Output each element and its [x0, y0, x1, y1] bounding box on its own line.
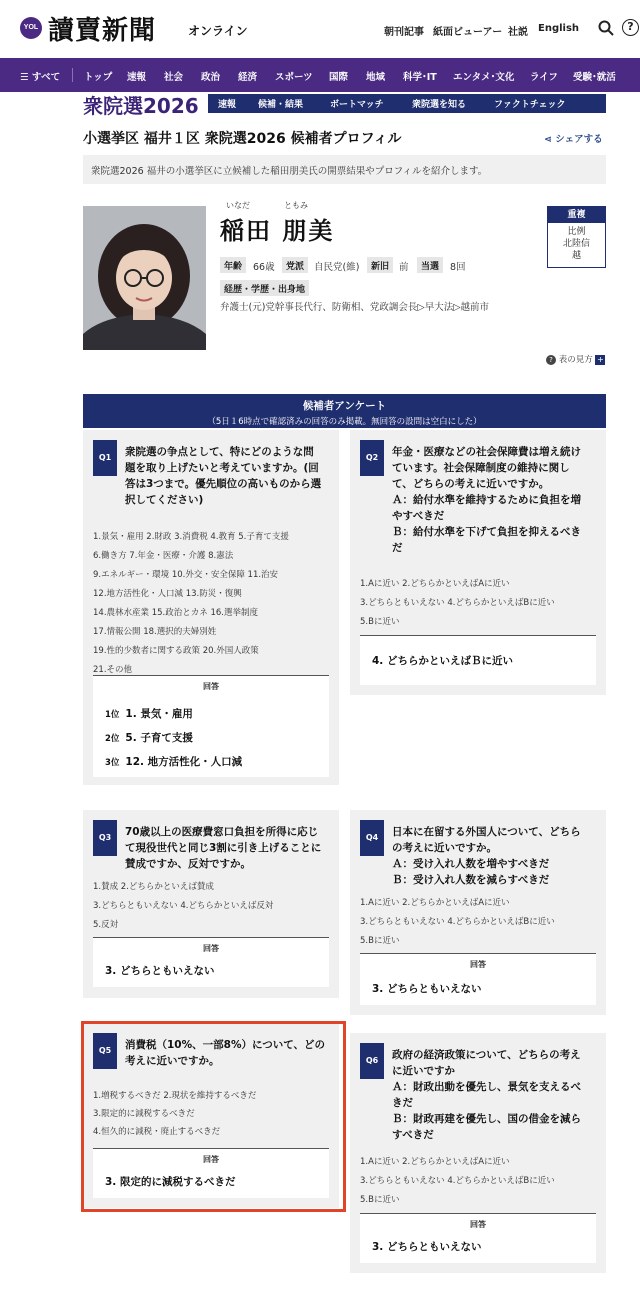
nav-item-world[interactable]: 国際 [329, 72, 349, 83]
page-title: 小選挙区 福井１区 衆院選2026 候補者プロフィル [83, 131, 402, 147]
party-label: 党派 [282, 257, 308, 273]
help-icon[interactable]: ? [622, 19, 639, 36]
answer-box [93, 937, 329, 987]
question-text: 70歳以上の医療費窓口負担を所得に応じ て現役世代と同じ3割に引き上げることに 賛成ですか、反対ですか。 [125, 826, 322, 870]
question-number: Q4 [360, 820, 384, 856]
answer-value: 4. どちらかといえばＢに近い [372, 655, 513, 667]
nav-item-science[interactable]: 科学･IT [403, 72, 437, 83]
question-options: 1.増税するべきだ 2.現状を維持するべきだ 3.限定的に減税するべきだ 4.恒久的に減税・廃止するべきだ [93, 1091, 257, 1137]
career-label: 経歴・学歴・出身地 [220, 280, 309, 296]
question-number: Q3 [93, 820, 117, 856]
question-card-q4 [350, 810, 606, 1015]
share-button[interactable] [544, 131, 603, 145]
nav-item-culture[interactable]: エンタメ･文化 [453, 72, 515, 83]
howto-link[interactable] [546, 353, 605, 365]
highlight-frame [81, 1021, 346, 1212]
election-link-results[interactable]: 候補・結果 [258, 100, 304, 110]
header-link-editorial[interactable]: 社説 [508, 27, 528, 38]
question-number: Q5 [93, 1033, 117, 1069]
question-card-q6 [350, 1033, 606, 1273]
question-text: 消費税（10%、一部8%）について、どの 考えに近いですか。 [125, 1039, 326, 1067]
logo-online[interactable]: オンライン [188, 24, 248, 38]
age-label: 年齢 [220, 257, 246, 273]
answer-value: 3. どちらともいえない [372, 1241, 482, 1253]
answer-label: 回答 [470, 1220, 486, 1229]
answer-box [360, 1213, 596, 1263]
duplicate-line: 北陸信 [562, 239, 590, 249]
main-nav [0, 58, 640, 92]
newold-value: 前 [399, 262, 409, 273]
question-options: 1.Aに近い 2.どちらかといえばAに近い 3.どちらともいえない 4.どちらかといえばBに近い 5.Bに近い [360, 898, 555, 946]
answer-value: 3. どちらともいえない [372, 983, 482, 995]
nav-item-all[interactable]: ☰ すべて [20, 72, 61, 83]
age-value: 66歳 [253, 262, 275, 273]
nav-item-sports[interactable]: スポーツ [275, 72, 313, 83]
answer-label: 回答 [203, 682, 219, 691]
header-link-english[interactable]: English [538, 23, 580, 34]
howto-label: 表の見方 [558, 355, 593, 365]
nav-item-exam[interactable]: 受験･就活 [573, 72, 616, 83]
duplicate-label: 重複 [548, 207, 605, 223]
election-logo[interactable]: 衆院選2026 [83, 94, 199, 118]
newold-label: 新旧 [367, 257, 393, 273]
candidate-ruby-sei: いなだ [226, 201, 250, 210]
nav-item-life[interactable]: ライフ [530, 72, 558, 83]
question-options: 1.Aに近い 2.どちらかといえばAに近い 3.どちらともいえない 4.どちらかといえばBに近い 5.Bに近い [360, 1157, 555, 1205]
help-circle-icon: ? [546, 355, 556, 365]
nav-item-economy[interactable]: 経済 [238, 72, 258, 83]
candidate-ruby-mei: ともみ [284, 201, 308, 210]
question-card-q3 [83, 810, 339, 998]
answer-box [93, 675, 329, 777]
site-header [0, 0, 640, 58]
header-link-viewer[interactable]: 紙面ビューアー [433, 27, 503, 38]
question-options: 1.賛成 2.どちらかといえば賛成 3.どちらともいえない 4.どちらかといえば反対 5.反対 [93, 882, 274, 930]
election-subnav [208, 94, 606, 113]
answer-value: 2位 5. 子育て支援 [105, 732, 193, 744]
answer-value: 1位 1. 景気・雇用 [105, 708, 193, 720]
question-number: Q2 [360, 440, 384, 476]
nav-item-society[interactable]: 社会 [164, 72, 184, 83]
answer-label: 回答 [470, 960, 486, 969]
question-number: Q6 [360, 1043, 384, 1079]
elected-label: 当選 [417, 257, 443, 273]
answer-box [360, 635, 596, 685]
question-number: Q1 [93, 440, 117, 476]
answer-value: 3. どちらともいえない [105, 965, 215, 977]
question-text: 政府の経済政策について、どちらの考え に近いですか Ａ：財政出動を優先し、景気を支えるべ きだ Ｂ：財政再建を優先し、国の借金を減ら すべきだ [392, 1049, 581, 1141]
nav-item-politics[interactable]: 政治 [201, 72, 221, 83]
logo-mark[interactable]: YOL [20, 17, 42, 39]
search-icon[interactable] [598, 20, 614, 36]
header-link-morning[interactable]: 朝刊記事 [384, 27, 424, 38]
answer-value: 3. 限定的に減税するべきだ [105, 1176, 236, 1188]
question-options: 1.Aに近い 2.どちらかといえばAに近い 3.どちらともいえない 4.どちらかといえばBに近い 5.Bに近い [360, 579, 555, 627]
logo-name[interactable]: 讀賣新聞 [48, 16, 157, 46]
share-label: シェアする [555, 134, 603, 145]
answer-label: 回答 [203, 1155, 219, 1164]
lead-text: 衆院選2026 福井の小選挙区に立候補した稲田朋美氏の開票結果やプロフィルを紹介します。 [83, 155, 606, 184]
question-text: 日本に在留する外国人について、どちら の考えに近いですか。 Ａ：受け入れ人数を増やすべきだ Ｂ：受け入れ人数を減らすべきだ [392, 826, 581, 886]
answer-label: 回答 [203, 944, 219, 953]
party-value: 自民党(維) [314, 262, 360, 273]
nav-item-region[interactable]: 地域 [366, 72, 386, 83]
answer-box [360, 953, 596, 1005]
election-link-flash[interactable]: 速報 [218, 100, 237, 110]
answer-value: 3位 12. 地方活性化・人口減 [105, 756, 243, 768]
duplicate-line: 比例 [567, 227, 586, 237]
election-link-learn[interactable]: 衆院選を知る [412, 100, 467, 110]
survey-title: 候補者アンケート [302, 400, 387, 412]
question-text: 衆院選の争点として、特にどのような問 題を取り上げたいと考えていますか。(回 答は3つまで。優先順位の高いものから選 択してください) [125, 446, 322, 506]
election-link-votematch[interactable]: ボートマッチ [330, 100, 384, 110]
duplicate-line: 越 [571, 251, 581, 261]
question-options: 1.景気・雇用 2.財政 3.消費税 4.教育 5.子育て支援 6.働き方 7.年金・医療・介護 8.憲法 9.エネルギー・環境 10.外交・安全保障 11.治安 12.地方活性化・人口減 13.防災・復興 14.農林水産業 15.政治とカネ 16.選挙制度 17.情報公開 18.選択的夫婦別姓 19.性的少数者に関する政策 20.外国人政策 21.その他 [93, 532, 289, 675]
question-card-q2 [350, 430, 606, 695]
share-icon: ⋖ [544, 134, 556, 145]
candidate-name: 稲田 朋美 [220, 217, 335, 245]
election-banner [83, 93, 606, 118]
elected-value: 8回 [450, 262, 466, 273]
survey-note: （5日１6時点で確認済みの回答のみ掲載。無回答の設問は空白にした） [207, 417, 482, 427]
election-link-factcheck[interactable]: ファクトチェック [494, 100, 566, 110]
question-card-q1 [83, 430, 339, 785]
candidate-photo [83, 206, 206, 350]
plus-icon: + [597, 355, 604, 364]
question-text: 年金・医療などの社会保障費は増え続け ています。社会保障制度の維持に関し て、どちらの考えに近いですか。 Ａ：給付水準を維持するために負担を増 やすべきだ Ｂ：給付水準を下げて負担を抑えるべき だ [392, 446, 581, 554]
survey-header [83, 394, 606, 428]
nav-item-breaking[interactable]: 速報 [127, 72, 147, 83]
duplicate-candidacy-box [547, 206, 606, 268]
career-text: 弁護士(元)党幹事長代行、防衛相、党政調会長▷早大法▷越前市 [220, 302, 490, 313]
nav-item-top[interactable]: トップ [84, 72, 113, 83]
